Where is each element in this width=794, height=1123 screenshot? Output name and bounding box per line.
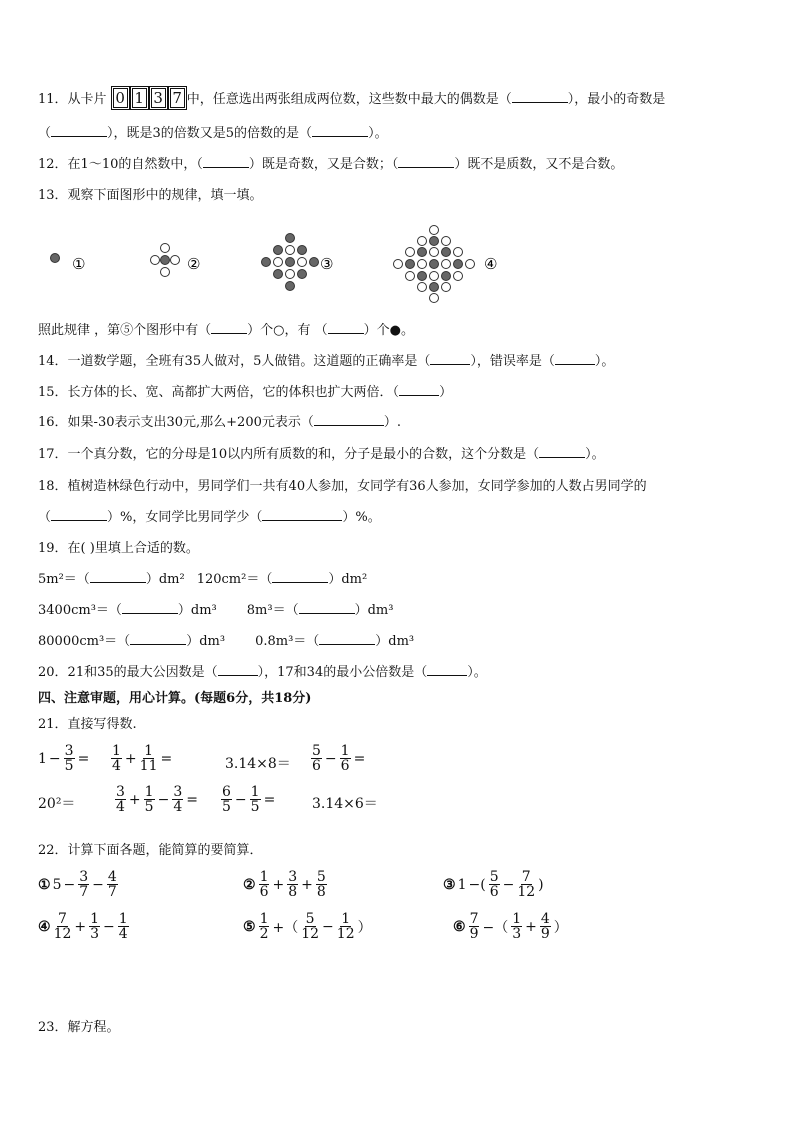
- answer-blank[interactable]: [51, 125, 107, 137]
- dot-filled: [442, 272, 451, 281]
- dot-filled: [454, 260, 463, 269]
- dot-empty: [454, 272, 463, 281]
- dot-empty: [274, 258, 283, 267]
- dot-filled: [274, 270, 283, 279]
- answer-blank[interactable]: [122, 602, 178, 614]
- expr-6: $\frac{3}{4}$ + $\frac{1}{5}$ − $\frac{3}{4}$ =: [116, 784, 198, 815]
- dot-empty: [286, 270, 295, 279]
- q13-title: 13．观察下面图形中的规律，填一填。: [38, 188, 263, 203]
- q19-row3: 80000cm³＝（ ）dm³ 0.8m³＝（ ）dm³: [38, 634, 415, 649]
- expr-3: 3.14×8＝: [225, 756, 291, 772]
- q14: 14．一道数学题，全班有35人做对，5人做错。这道题的正确率是（ ），错误率是（ ）。: [38, 354, 615, 369]
- problem-2: ② $\frac{1}{6}$ + $\frac{3}{8}$ + $\frac{5}{8}$: [243, 869, 326, 900]
- dot-filled: [274, 246, 283, 255]
- expr-7: $\frac{6}{5}$ − $\frac{1}{5}$ =: [222, 784, 276, 815]
- dot-empty: [442, 283, 451, 292]
- section-heading: 四、注意审题，用心计算。(每题6分，共18分): [38, 691, 312, 706]
- dot-empty: [171, 256, 180, 265]
- fig-label-2: ②: [187, 255, 201, 273]
- answer-blank[interactable]: [90, 571, 146, 583]
- dot-empty: [430, 226, 439, 235]
- dot-empty: [430, 248, 439, 257]
- dot-empty: [406, 272, 415, 281]
- dot-empty: [466, 260, 475, 269]
- card-0: 0: [113, 88, 128, 108]
- q13-follow: 照此规律 ，第⑤个图形中有（ ）个○，有 （ ）个●。: [38, 323, 414, 338]
- answer-blank[interactable]: [555, 353, 595, 365]
- dot-filled: [161, 256, 170, 265]
- dot-empty: [286, 246, 295, 255]
- answer-blank[interactable]: [427, 664, 467, 676]
- expr-1: 1 − $\frac{3}{5}$ =: [38, 743, 90, 774]
- dot-filled: [286, 258, 295, 267]
- dot-empty: [161, 244, 170, 253]
- q23: 23．解方程。: [38, 1020, 120, 1035]
- dot-filled: [442, 248, 451, 257]
- dot-empty: [406, 248, 415, 257]
- dot-empty: [418, 260, 427, 269]
- dot-filled: [298, 270, 307, 279]
- dot-empty: [430, 272, 439, 281]
- problem-5: ⑤ $\frac{1}{2}$ +（ $\frac{5}{12}$ − $\frac{1}{12}$ ）: [243, 911, 372, 942]
- answer-blank[interactable]: [314, 414, 384, 426]
- expr-8: 3.14×6＝: [312, 796, 378, 812]
- q11-line1: 11．从卡片 0 1 3 7 中，任意选出两张组成两位数，这些数中最大的偶数是（ ），最小的奇数是: [38, 89, 666, 107]
- dot-filled: [51, 254, 60, 263]
- answer-blank[interactable]: [430, 353, 470, 365]
- dot-empty: [394, 260, 403, 269]
- dot-empty: [418, 283, 427, 292]
- answer-blank[interactable]: [203, 156, 249, 168]
- q19-row2: 3400cm³＝（ ）dm³ 8m³＝（ ）dm³: [38, 603, 394, 618]
- answer-blank[interactable]: [218, 664, 258, 676]
- fig-label-1: ①: [72, 255, 86, 273]
- answer-blank[interactable]: [312, 125, 368, 137]
- q15: 15．长方体的长、宽、高都扩大两倍，它的体积也扩大两倍．（ ）: [38, 385, 453, 400]
- expr-4: $\frac{5}{6}$ − $\frac{1}{6}$ =: [312, 743, 366, 774]
- q19-title: 19．在( )里填上合适的数。: [38, 541, 199, 556]
- pattern-figures: [0, 220, 794, 330]
- dot-filled: [406, 260, 415, 269]
- q19-row1: 5m²＝（ ）dm² 120cm²＝（ ）dm²: [38, 572, 368, 587]
- dot-filled: [430, 260, 439, 269]
- q12: 12．在1～10的自然数中，（ ）既是奇数，又是合数；（ ）既不是质数，又不是合数。: [38, 157, 624, 172]
- q21-title: 21．直接写得数.: [38, 717, 137, 732]
- answer-blank[interactable]: [262, 509, 342, 521]
- q22-title: 22．计算下面各题，能简算的要简算．: [38, 843, 263, 858]
- q18-line2: （ ）%，女同学比男同学少（ ）%。: [38, 510, 381, 525]
- answer-blank[interactable]: [299, 602, 355, 614]
- card-1: 1: [132, 88, 147, 108]
- dot-empty: [430, 294, 439, 303]
- q16: 16．如果-30表示支出30元,那么+200元表示（ ）.: [38, 415, 402, 430]
- dot-empty: [442, 260, 451, 269]
- fig-label-3: ③: [320, 255, 334, 273]
- answer-blank[interactable]: [399, 384, 439, 396]
- dot-filled: [430, 237, 439, 246]
- dot-filled: [418, 272, 427, 281]
- dot-empty: [298, 258, 307, 267]
- dot-filled: [286, 282, 295, 291]
- dot-filled: [298, 246, 307, 255]
- answer-blank[interactable]: [211, 322, 247, 334]
- answer-blank[interactable]: [512, 91, 568, 103]
- q11-line2: （ ），既是3的倍数又是5的倍数的是（ ）。: [38, 126, 388, 141]
- problem-3: ③ 1 −( $\frac{5}{6}$ − $\frac{7}{12}$ ): [443, 869, 544, 900]
- dot-empty: [161, 268, 170, 277]
- problem-1: ① 5 − $\frac{3}{7}$ − $\frac{4}{7}$: [38, 869, 117, 900]
- dot-empty: [151, 256, 160, 265]
- answer-blank[interactable]: [130, 633, 186, 645]
- dot-filled: [430, 283, 439, 292]
- q20: 20．21和35的最大公因数是（ ），17和34的最小公倍数是（ ）。: [38, 665, 487, 680]
- problem-6: ⑥ $\frac{7}{9}$ −（ $\frac{1}{3}$ + $\frac{4}{9}$ ）: [453, 911, 568, 942]
- problem-4: ④ $\frac{7}{12}$ + $\frac{1}{3}$ − $\frac{1}{4}$: [38, 911, 128, 942]
- dot-filled: [262, 258, 271, 267]
- answer-blank[interactable]: [539, 446, 585, 458]
- answer-blank[interactable]: [272, 571, 328, 583]
- card-3: 3: [151, 88, 166, 108]
- answer-blank[interactable]: [319, 633, 375, 645]
- dot-empty: [418, 237, 427, 246]
- card-7: 7: [170, 88, 185, 108]
- fig-label-4: ④: [484, 255, 498, 273]
- dot-filled: [418, 248, 427, 257]
- dot-filled: [286, 234, 295, 243]
- answer-blank[interactable]: [328, 322, 364, 334]
- q17: 17．一个真分数，它的分母是10以内所有质数的和，分子是最小的合数，这个分数是（ ）。: [38, 447, 605, 462]
- dot-empty: [442, 237, 451, 246]
- expr-5: 20²＝: [38, 796, 76, 812]
- dot-filled: [310, 258, 319, 267]
- dot-empty: [454, 248, 463, 257]
- q18-line1: 18．植树造林绿色行动中，男同学们一共有40人参加，女同学有36人参加，女同学参加的人数占男同学的: [38, 479, 647, 494]
- expr-2: $\frac{1}{4}$ + $\frac{1}{11}$ =: [112, 743, 173, 774]
- answer-blank[interactable]: [51, 509, 107, 521]
- answer-blank[interactable]: [398, 156, 454, 168]
